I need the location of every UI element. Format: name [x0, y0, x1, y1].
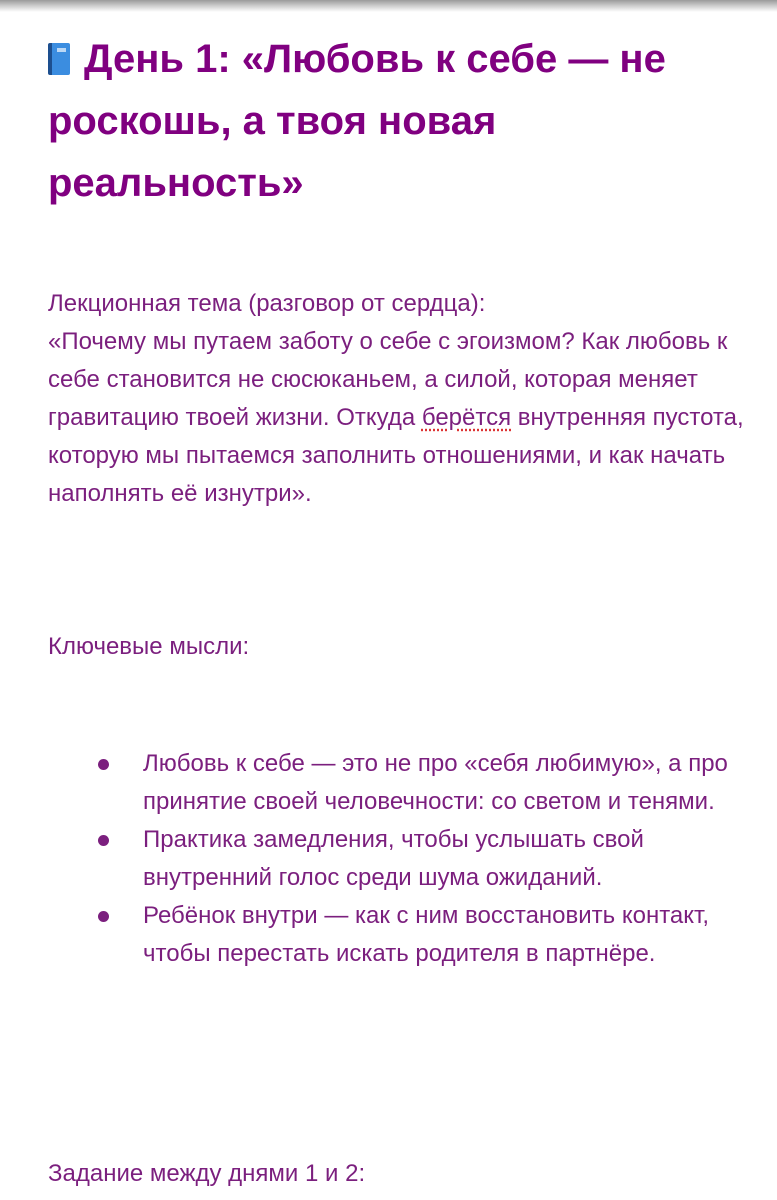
lecture-block [48, 285, 748, 513]
list-item [48, 821, 738, 897]
bullet-icon [98, 759, 109, 770]
page-title [48, 28, 728, 214]
lecture-text-end: внутренняя пустота, которую мы пытаемся заполнить отношениями, и как начать наполнять её изнутри». [48, 404, 744, 507]
key-thoughts-label: Ключевые мысли: [48, 633, 250, 660]
bullet-icon [98, 911, 109, 922]
title-text: День 1: «Любовь к себе — не роскошь, а твоя новая реальность» [48, 37, 666, 205]
bullet-icon [98, 835, 109, 846]
list-item-text: Практика замедления, чтобы услышать свой внутренний голос среди шума ожиданий. [143, 826, 644, 891]
list-item [48, 745, 738, 821]
list-item [48, 897, 738, 973]
top-shadow [0, 0, 777, 12]
lecture-label: Лекционная тема (разговор от сердца): [48, 290, 486, 317]
key-thoughts-list [48, 745, 738, 973]
blue-book-icon [48, 43, 70, 75]
list-item-text: Ребёнок внутри — как с ним восстановить контакт, чтобы перестать искать родителя в партнёре. [143, 902, 710, 967]
lecture-text: «Почему мы путаем заботу о себе с эгоизмом? Как любовь к себе становится не сюсюканьем, а силой, которая меняет гравитацию твоей жизни. Откуда [48, 328, 728, 431]
list-item-text: Любовь к себе — это не про «себя любимую», а про принятие своей человечности: со светом и тенями. [143, 750, 728, 815]
task-label: Задание между днями 1 и 2: [48, 1160, 366, 1187]
misspelled-word[interactable]: берётся [421, 404, 512, 431]
